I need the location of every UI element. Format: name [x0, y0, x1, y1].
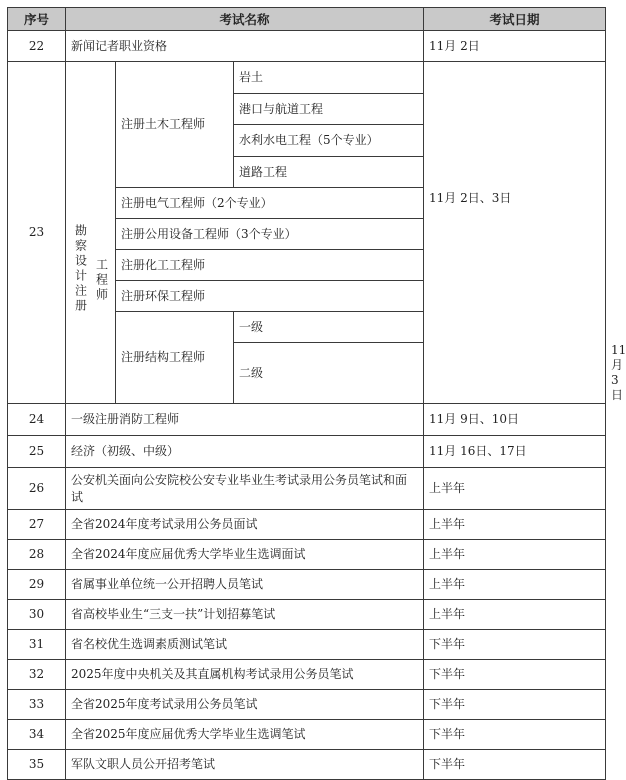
exam-name: 全省2025年度应届优秀大学毕业生选调笔试 [66, 720, 424, 750]
category-cell [66, 62, 116, 404]
header-row [8, 8, 606, 31]
exam-subitem: 岩土 [234, 62, 424, 94]
exam-name: 新闻记者职业资格 [66, 31, 424, 62]
row-number: 23 [8, 62, 66, 404]
table-row [8, 540, 606, 570]
exam-date: 下半年 [424, 660, 606, 690]
col-header-exam-name: 考试名称 [66, 8, 424, 31]
exam-name: 全省2024年度应届优秀大学毕业生选调面试 [66, 540, 424, 570]
exam-name: 省高校毕业生“三支一扶”计划招募笔试 [66, 600, 424, 630]
exam-name: 公安机关面向公安院校公安专业毕业生考试录用公务员笔试和面试 [66, 468, 424, 510]
row-number: 26 [8, 468, 66, 510]
table-row [8, 404, 606, 436]
exam-subitem: 一级 [234, 312, 424, 343]
exam-name: 省名校优生选调素质测试笔试 [66, 630, 424, 660]
row-number: 35 [8, 750, 66, 780]
exam-name: 注册土木工程师 [116, 62, 234, 188]
table-row [8, 468, 606, 510]
row-number: 22 [8, 31, 66, 62]
row-number: 30 [8, 600, 66, 630]
exam-date: 上半年 [424, 570, 606, 600]
exam-name: 全省2025年度考试录用公务员笔试 [66, 690, 424, 720]
table-row [8, 750, 606, 780]
exam-date: 11月 16日、17日 [424, 436, 606, 468]
exam-date: 上半年 [424, 468, 606, 510]
exam-name: 注册化工工程师 [116, 250, 424, 281]
exam-date: 11月 9日、10日 [424, 404, 606, 436]
subcategory-label: 工程师 [94, 257, 109, 303]
exam-date: 上半年 [424, 600, 606, 630]
exam-name: 2025年度中央机关及其直属机构考试录用公务员笔试 [66, 660, 424, 690]
row-number: 33 [8, 690, 66, 720]
row-number: 32 [8, 660, 66, 690]
exam-date: 11月 2日、3日 [424, 62, 606, 404]
exam-date: 下半年 [424, 720, 606, 750]
table-row [8, 660, 606, 690]
row-number: 31 [8, 630, 66, 660]
exam-date: 上半年 [424, 510, 606, 540]
table-row [8, 510, 606, 540]
exam-subitem: 二级 [234, 343, 424, 404]
exam-name: 注册电气工程师（2个专业） [116, 188, 424, 219]
table-row [8, 62, 606, 94]
exam-date: 下半年 [424, 750, 606, 780]
exam-name: 省属事业单位统一公开招聘人员笔试 [66, 570, 424, 600]
row-number: 28 [8, 540, 66, 570]
exam-name: 注册环保工程师 [116, 281, 424, 312]
table-row [8, 630, 606, 660]
exam-name: 一级注册消防工程师 [66, 404, 424, 436]
exam-name: 注册结构工程师 [116, 312, 234, 404]
exam-subitem: 水利水电工程（5个专业） [234, 125, 424, 157]
row-number: 29 [8, 570, 66, 600]
category-label: 勘察设计注册 [73, 223, 88, 314]
exam-date: 11月 2日 [424, 31, 606, 62]
exam-subitem: 道路工程 [234, 157, 424, 188]
row-number: 25 [8, 436, 66, 468]
row-number: 34 [8, 720, 66, 750]
row-number: 27 [8, 510, 66, 540]
table-row [8, 570, 606, 600]
col-header-number: 序号 [8, 8, 66, 31]
exam-subitem: 港口与航道工程 [234, 94, 424, 125]
table-row: 二级 11月 3日 [8, 343, 606, 404]
row-number: 24 [8, 404, 66, 436]
exam-date: 下半年 [424, 690, 606, 720]
table-row [8, 720, 606, 750]
table-row [8, 690, 606, 720]
col-header-exam-date: 考试日期 [424, 8, 606, 31]
exam-date: 上半年 [424, 540, 606, 570]
exam-name: 全省2024年度考试录用公务员面试 [66, 510, 424, 540]
table-row [8, 600, 606, 630]
exam-schedule-table [7, 7, 626, 780]
exam-name: 军队文职人员公开招考笔试 [66, 750, 424, 780]
exam-date: 下半年 [424, 630, 606, 660]
exam-name: 注册公用设备工程师（3个专业） [116, 219, 424, 250]
table-row [8, 31, 606, 62]
table-row [8, 436, 606, 468]
exam-name: 经济（初级、中级） [66, 436, 424, 468]
